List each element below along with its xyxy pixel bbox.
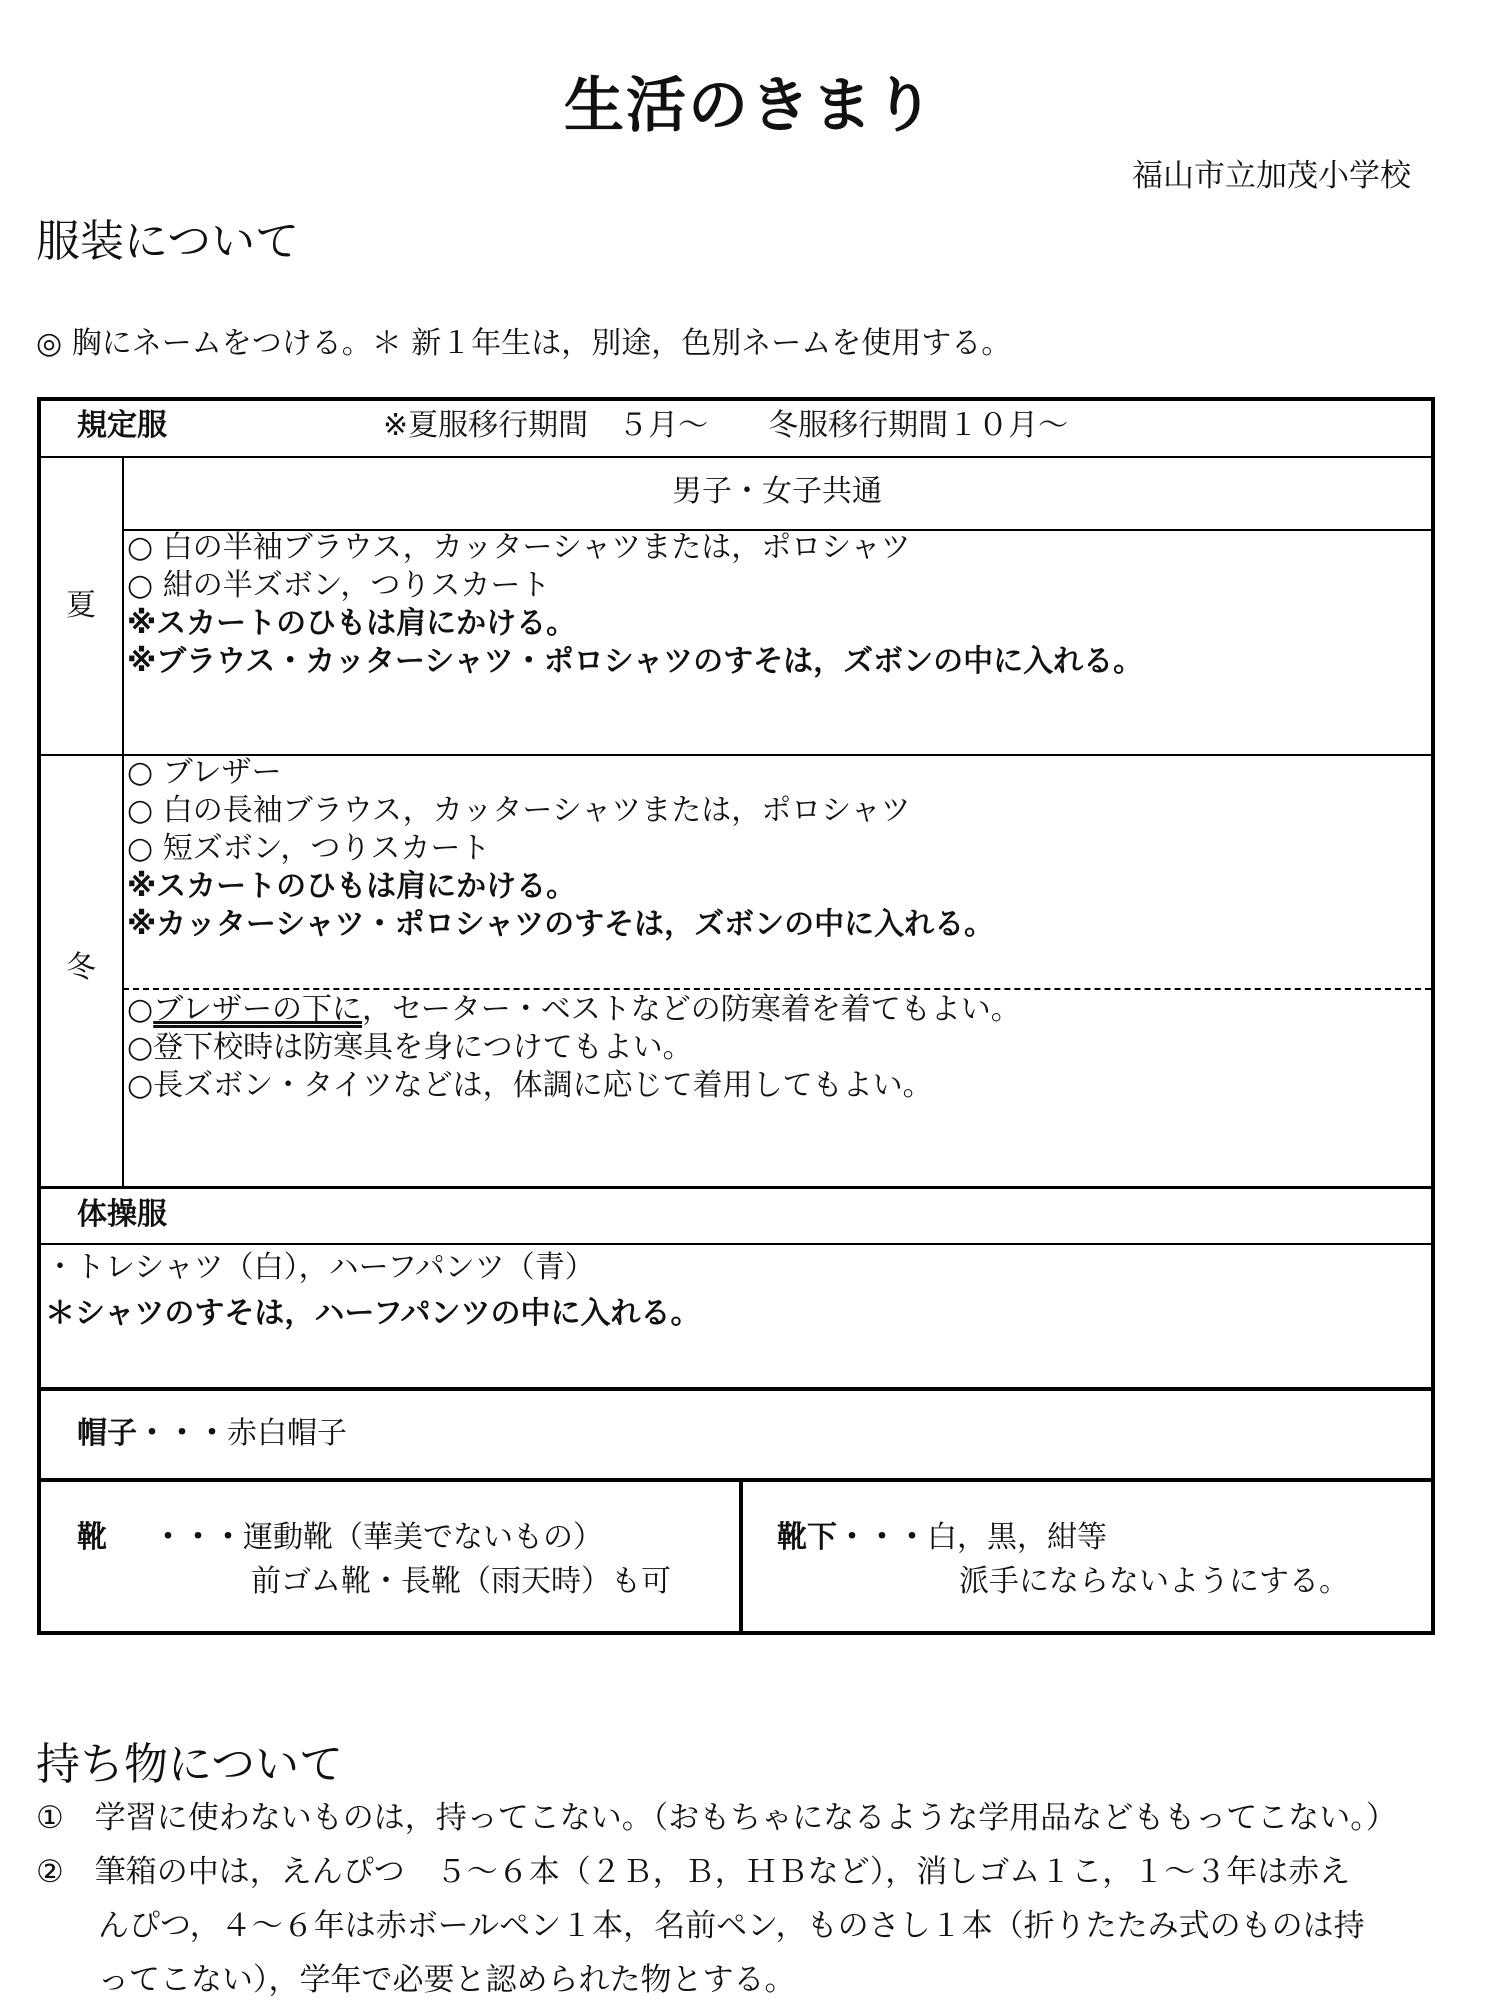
transition-period: ※夏服移行期間 ５月～ 冬服移行期間１０月～ <box>383 408 1069 443</box>
rule <box>41 1243 1431 1245</box>
rule <box>122 458 124 1186</box>
shoes-label: 靴 <box>77 1520 107 1555</box>
clothing-table <box>37 397 1435 1635</box>
winter-note: ※カッターシャツ・ポロシャツのすそは，ズボンの中に入れる。 <box>127 907 995 942</box>
belongings-item: ① 学習に使わないものは，持ってこない。（おもちゃになるような学用品などももってこない。） <box>36 1800 1397 1836</box>
dashed-rule <box>123 988 1431 990</box>
winter-extra-line <box>127 991 1021 1029</box>
hat-row <box>77 1415 347 1453</box>
section-heading-clothing: 服装について <box>36 216 300 267</box>
hat-label: 帽子・・・ <box>77 1416 227 1451</box>
summer-line: ○ 紺の半ズボン，つりスカート <box>127 568 551 603</box>
winter-line: ○ 短ズボン，つりスカート <box>127 831 491 866</box>
winter-extra-line: ○登下校時は防寒具を身につけてもよい。 <box>127 1030 693 1065</box>
belongings-item: ってこない），学年で必要と認められた物とする。 <box>36 1962 796 1998</box>
shoes-value: 運動靴（華美でないもの） <box>243 1520 603 1555</box>
winter-extra-rest: ，セーター・ベストなどの防寒着を着てもよい。 <box>362 992 1021 1027</box>
rule <box>41 1478 1431 1482</box>
rule <box>41 1186 1431 1189</box>
socks-label: 靴下・・・ <box>777 1520 927 1555</box>
section-heading-belongings: 持ち物について <box>36 1739 344 1790</box>
circle-mark: ○ <box>127 992 154 1027</box>
rule <box>739 1482 743 1635</box>
socks-value: 白，黒，紺等 <box>927 1520 1107 1555</box>
hat-value: 赤白帽子 <box>227 1416 347 1451</box>
winter-label: 冬 <box>66 950 96 985</box>
socks-value-2: 派手にならないようにする。 <box>959 1564 1349 1599</box>
socks-row <box>777 1519 1107 1557</box>
pe-note: ＊シャツのすそは，ハーフパンツの中に入れる。 <box>45 1296 701 1331</box>
pe-label: 体操服 <box>77 1197 167 1232</box>
winter-note: ※スカートのひもは肩にかける。 <box>127 869 577 904</box>
shoes-value-2: 前ゴム靴・長靴（雨天時）も可 <box>251 1564 671 1599</box>
underlined-blazer: ブレザーの下に <box>153 992 362 1027</box>
summer-line: ○ 白の半袖ブラウス，カッターシャツまたは，ポロシャツ <box>127 530 911 565</box>
pe-line: ・トレシャツ（白），ハーフパンツ（青） <box>45 1250 595 1285</box>
shoes-dots: ・・・ <box>153 1520 243 1555</box>
belongings-item: んぴつ，４～６年は赤ボールペン１本，名前ペン，ものさし１本（折りたたみ式のものは持 <box>36 1908 1365 1944</box>
page-title: 生活のきまり <box>564 71 936 141</box>
common-header: 男子・女子共通 <box>672 474 882 509</box>
rule <box>41 1387 1431 1391</box>
winter-line: ○ ブレザー <box>127 755 282 790</box>
winter-line: ○ 白の長袖ブラウス，カッターシャツまたは，ポロシャツ <box>127 793 911 828</box>
regulation-label: 規定服 <box>77 408 167 443</box>
summer-note: ※スカートのひもは肩にかける。 <box>127 606 577 641</box>
shoes-row <box>153 1519 603 1557</box>
winter-extra-line: ○長ズボン・タイツなどは，体調に応じて着用してもよい。 <box>127 1068 933 1103</box>
belongings-item: ② 筆箱の中は，えんぴつ ５～６本（２Ｂ，Ｂ，ＨＢなど），消しゴム１こ，１～３年は赤え <box>36 1854 1351 1890</box>
rule <box>41 456 1431 458</box>
summer-label: 夏 <box>66 588 96 623</box>
summer-note: ※ブラウス・カッターシャツ・ポロシャツのすそは，ズボンの中に入れる。 <box>127 644 1144 679</box>
name-tag-note: ◎ 胸にネームをつける。＊ 新１年生は，別途，色別ネームを使用する。 <box>36 326 1012 361</box>
school-name: 福山市立加茂小学校 <box>1132 158 1411 194</box>
